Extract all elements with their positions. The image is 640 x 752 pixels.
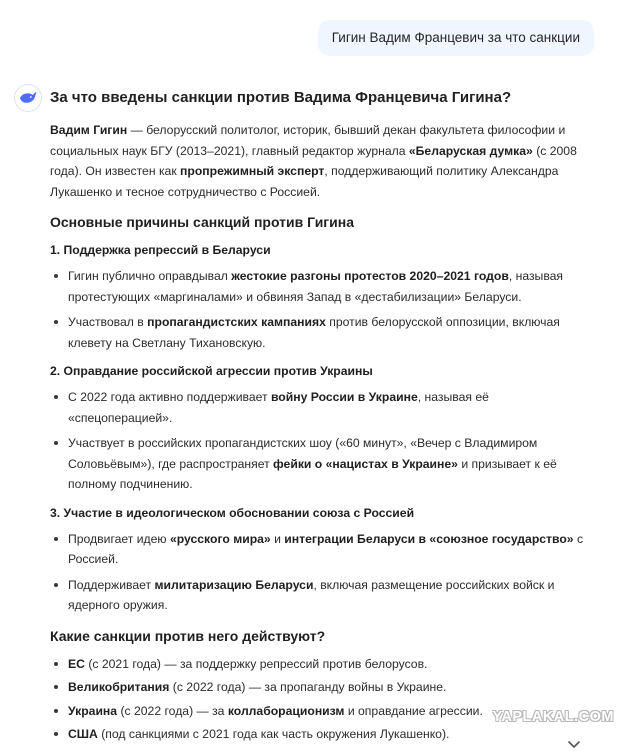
section-list [50,529,590,616]
section-heading: 3. Участие в идеологическом обосновании союза с Россией [50,505,415,520]
item-bold: коллаборационизм [227,703,345,718]
intro-text: — белорусский политолог, историк, бывший декан факультета философии и социальных наук БГУ (2013–2021), главный редактор журнала [50,123,566,158]
item-bold: США [68,727,98,741]
bold-name: Вадим Гигин [50,123,128,137]
list-item [50,266,590,307]
list-item [50,529,590,570]
item-bold: войну России в Украине [270,390,418,404]
sanction-item-eu [50,654,590,675]
item-text: С 2022 года активно поддерживает [68,390,271,404]
chevron-down-icon[interactable] [563,736,585,752]
item-text: и оправдание агрессии. [344,703,483,718]
item-text: (с 2022 года) — за [117,703,228,718]
item-bold: «русского мира» [169,531,271,546]
item-text: (с 2022 года) — за пропаганду войны в Украине. [169,680,447,694]
intro-text: , поддерживающий политику Александра Лукашенко и тесное сотрудничество с Россией. [50,164,559,199]
section-heading: 1. Поддержка репрессий в Беларуси [50,243,271,257]
answer-title: За что введены санкции против Вадима Францевича Гигина? [50,89,512,106]
item-bold: милитаризацию Беларуси [154,577,314,592]
section-list [50,387,590,495]
item-bold: Украина [68,703,118,718]
item-text: (под санкциями с 2021 года как часть окружения Лукашенко). [97,727,450,741]
intro-paragraph [50,120,590,202]
item-text: , называя её «спецоперацией». [68,390,489,425]
item-text: , включая размещение российских войск и ядерного оружия. [68,577,555,612]
sanctions-list [50,654,590,745]
item-bold: пропагандистских кампаниях [147,315,326,329]
item-bold: фейки о «нацистах в Украине» [273,456,458,471]
list-item [50,312,590,353]
sanction-item-uk [50,677,590,698]
item-text: с Россией. [68,531,584,566]
item-bold: ЕС [68,656,85,671]
reasons-heading: Основные причины санкций против Гигина [50,214,354,230]
item-text: Поддерживает [68,577,155,592]
item-bold: Великобритания [68,680,170,694]
site-watermark: YAPLAKAL.COM [492,709,614,725]
user-message-bubble: Гигин Вадим Францевич за что санкции [318,20,594,56]
item-bold: интеграции Беларуси в «союзное государство» [284,531,574,546]
intro-text: (с 2008 года). Он известен как [50,143,577,178]
item-text: , называя протестующих «маргиналами» и обвиняя Запад в «дестабилизации» Беларуси. [68,269,564,304]
list-item [50,387,590,428]
sanction-item-usa [50,724,590,745]
whale-logo-icon [14,84,42,112]
section-heading: 2. Оправдание российской агрессии против Украины [50,364,373,378]
bold-journal: «Беларуская думка» [408,143,533,158]
assistant-answer [50,88,590,749]
item-text: Участвует в российских пропагандистских шоу («60 минут», «Вечер с Владимиром Соловьёвым»), где распространяет [68,436,538,471]
sanctions-heading: Какие санкции против него действуют? [50,627,326,644]
item-text: Продвигает идею [68,531,170,546]
item-text: и [270,531,285,546]
item-text: против белорусской оппозиции, включая клевету на Светлану Тихановскую. [68,315,560,350]
bold-expert: пропрежимный эксперт [180,164,325,178]
item-text: (с 2021 года) — за поддержку репрессий против белорусов. [84,656,428,671]
section-list [50,266,590,353]
item-text: Гигин публично оправдывал [68,269,232,283]
list-item [50,433,590,495]
item-text: Участвовал в [68,315,148,329]
item-text: и призывает к её полному подчинению. [68,456,557,491]
item-bold: жестокие разгоны протестов 2020–2021 годов [231,269,509,283]
list-item [50,575,590,616]
